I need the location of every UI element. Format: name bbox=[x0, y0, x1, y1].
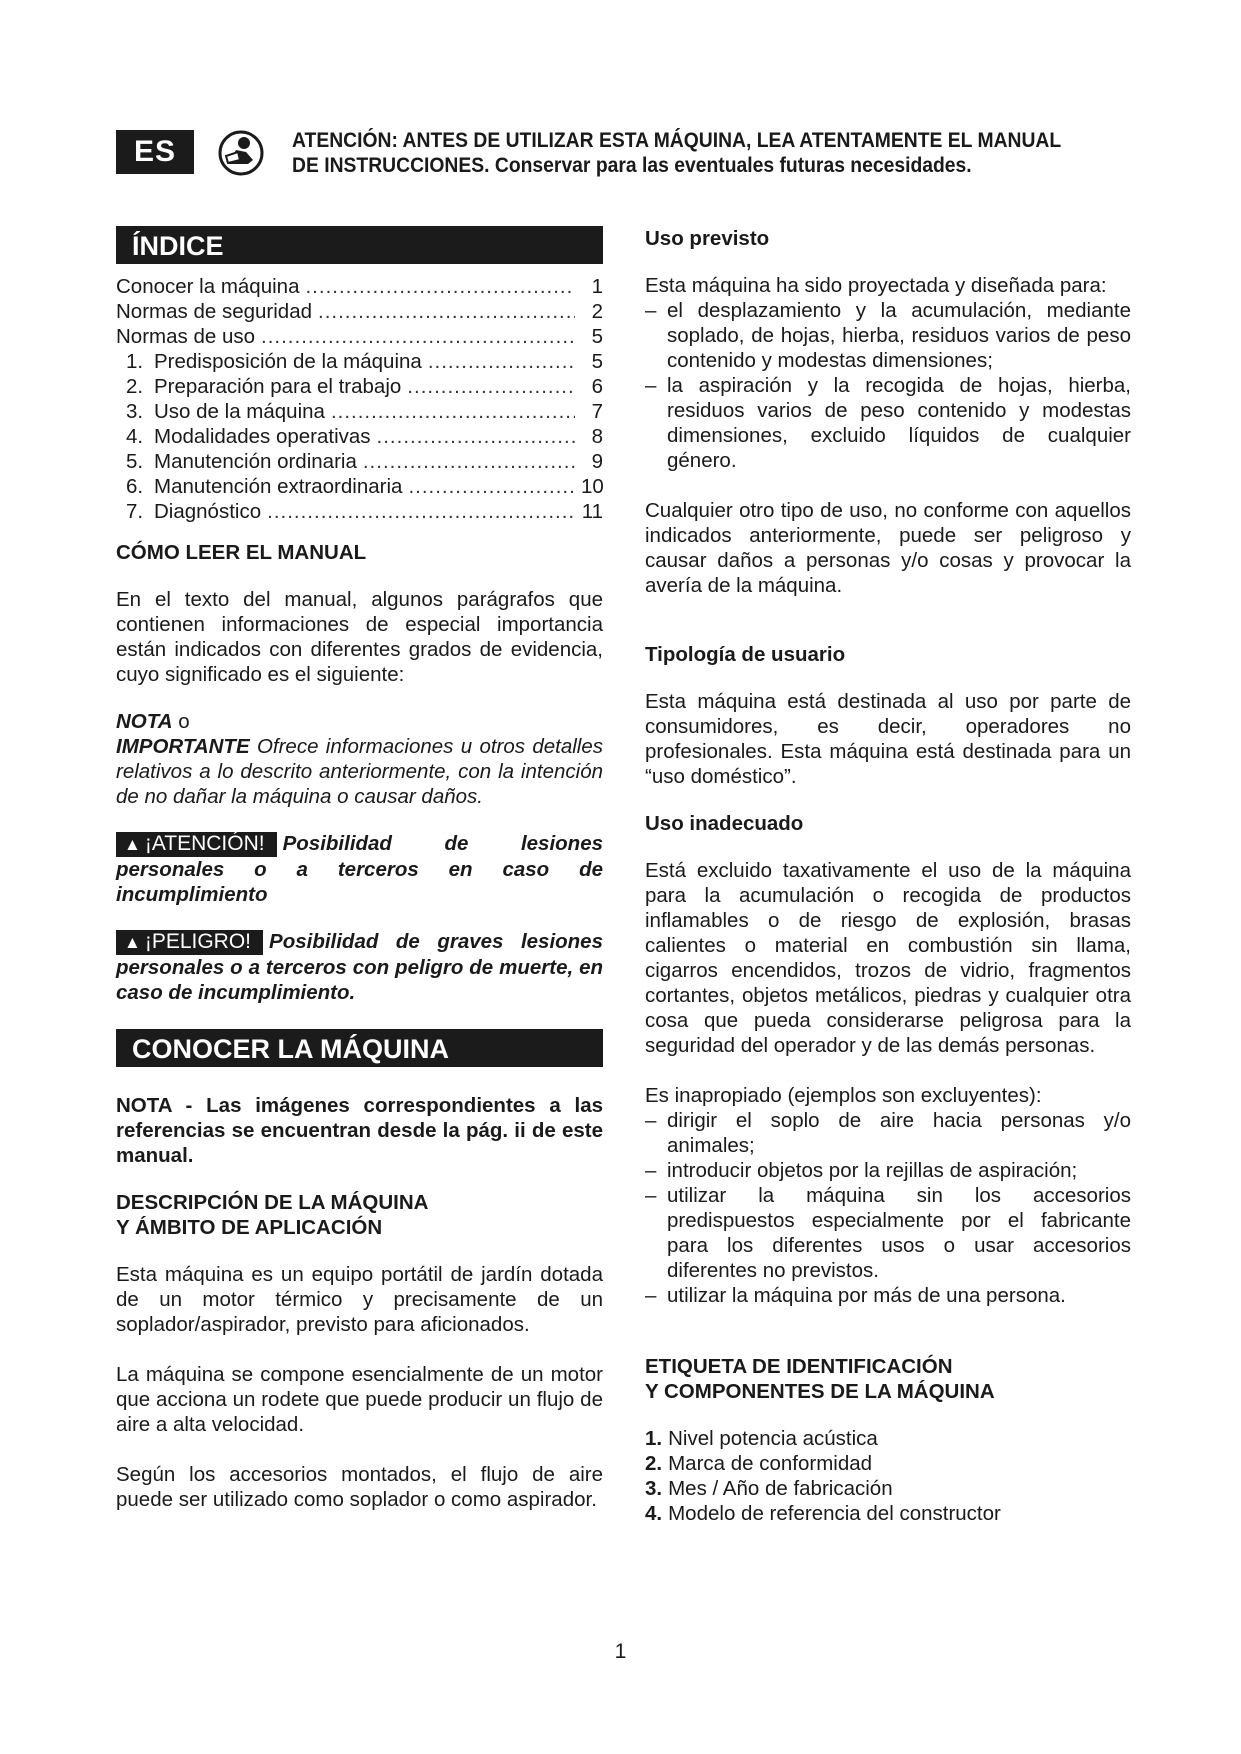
toc-page-number: 8 bbox=[591, 425, 603, 448]
list-item-number: 3. bbox=[645, 1477, 663, 1500]
toc-row bbox=[116, 449, 603, 474]
left-column bbox=[116, 226, 603, 1512]
toc-label: Normas de uso bbox=[116, 325, 256, 348]
toc-label: Diagnóstico bbox=[154, 500, 262, 523]
warning-triangle-icon: ▲ bbox=[124, 835, 141, 854]
tipologia-heading: Tipología de usuario bbox=[645, 643, 846, 666]
list-item bbox=[645, 1426, 1131, 1451]
toc-page-number: 11 bbox=[581, 500, 603, 523]
toc-number: 1. bbox=[126, 350, 144, 373]
how-to-read-intro: En el texto del manual, algunos parágrafos que contienen informaciones de especial importancia están indicados con diferentes grados de evidencia, cuyo significado es el siguiente: bbox=[116, 588, 603, 686]
toc-leader-dots bbox=[261, 324, 575, 349]
conocer-heading: CONOCER LA MÁQUINA bbox=[116, 1029, 603, 1067]
toc-number: 7. bbox=[126, 500, 144, 523]
list-item-label: Modelo de referencia del constructor bbox=[668, 1502, 1001, 1525]
uso-previsto-list bbox=[645, 298, 1131, 473]
toc-page-number: 1 bbox=[591, 275, 603, 298]
toc-leader-dots bbox=[305, 274, 575, 299]
nota-or: o bbox=[172, 710, 190, 733]
list-item: – utilizar la máquina por más de una persona. bbox=[645, 1283, 1131, 1308]
etiqueta-heading-line2: Y COMPONENTES DE LA MÁQUINA bbox=[645, 1380, 995, 1403]
list-item bbox=[645, 1451, 1131, 1476]
toc-label: Modalidades operativas bbox=[154, 425, 371, 448]
toc-row bbox=[116, 349, 603, 374]
toc-number: 5. bbox=[126, 450, 144, 473]
peligro-text: Posibilidad de graves lesiones personales o a terceros con peligro de muerte, en caso de incumplimiento. bbox=[116, 930, 603, 1004]
toc-leader-dots bbox=[408, 474, 575, 499]
list-item-label: Marca de conformidad bbox=[668, 1452, 873, 1475]
toc-label: Manutención extraordinaria bbox=[154, 475, 403, 498]
atencion-block bbox=[116, 831, 603, 907]
toc-label: Preparación para el trabajo bbox=[154, 375, 402, 398]
toc-row bbox=[116, 374, 603, 399]
list-item-label: Nivel potencia acústica bbox=[668, 1427, 878, 1450]
peligro-badge bbox=[116, 930, 263, 955]
description-para2: La máquina se compone esencialmente de un motor que acciona un rodete que puede producir un flujo de aire a alta velocidad. bbox=[116, 1363, 603, 1436]
toc-leader-dots bbox=[318, 299, 575, 324]
toc-leader-dots bbox=[407, 374, 575, 399]
description-para3: Según los accesorios montados, el flujo de aire puede ser utilizado como soplador o como aspirador. bbox=[116, 1463, 603, 1511]
inapropiado-intro: Es inapropiado (ejemplos son excluyentes): bbox=[645, 1084, 1042, 1107]
toc-page-number: 9 bbox=[591, 450, 603, 473]
toc-leader-dots bbox=[428, 349, 575, 374]
toc-label: Normas de seguridad bbox=[116, 300, 312, 323]
page-number: 1 bbox=[614, 1640, 627, 1663]
peligro-label: ¡PELIGRO! bbox=[144, 930, 252, 953]
list-item bbox=[645, 1476, 1131, 1501]
atencion-badge bbox=[116, 832, 277, 857]
description-para1: Esta máquina es un equipo portátil de jardín dotada de un motor térmico y precisamente de un soplador/aspirador, previsto para aficionados. bbox=[116, 1263, 603, 1336]
read-manual-icon bbox=[218, 130, 264, 176]
uso-inadecuado-heading: Uso inadecuado bbox=[645, 812, 804, 835]
list-item bbox=[645, 1501, 1131, 1526]
header-warning bbox=[292, 128, 1083, 178]
toc-number: 2. bbox=[126, 375, 144, 398]
toc-label: Conocer la máquina bbox=[116, 275, 300, 298]
nota-importante-block bbox=[116, 709, 603, 809]
list-item-number: 2. bbox=[645, 1452, 663, 1475]
list-item: – dirigir el soplo de aire hacia personas y/o animales; bbox=[645, 1108, 1131, 1158]
toc-row bbox=[116, 274, 603, 299]
importante-label: IMPORTANTE bbox=[116, 735, 250, 758]
list-item: – utilizar la máquina sin los accesorios predispuestos especialmente por el fabricante para los diferentes usos o usar accesorios diferentes no previstos. bbox=[645, 1183, 1131, 1283]
toc-leader-dots bbox=[331, 399, 575, 424]
toc-label: Uso de la máquina bbox=[154, 400, 325, 423]
toc-row bbox=[116, 474, 603, 499]
toc-label: Manutención ordinaria bbox=[154, 450, 357, 473]
right-column bbox=[645, 226, 1131, 1526]
inapropiado-list bbox=[645, 1108, 1131, 1308]
toc-page-number: 6 bbox=[591, 375, 603, 398]
conocer-nota: NOTA - Las imágenes correspondientes a las referencias se encuentran desde la pág. ii de este manual. bbox=[116, 1094, 603, 1167]
toc-row bbox=[116, 424, 603, 449]
toc-number: 6. bbox=[126, 475, 144, 498]
toc-number: 3. bbox=[126, 400, 144, 423]
toc-row bbox=[116, 399, 603, 424]
toc-number: 4. bbox=[126, 425, 144, 448]
toc-leader-dots bbox=[267, 499, 575, 524]
toc-row bbox=[116, 499, 603, 524]
etiqueta-heading bbox=[645, 1354, 1131, 1404]
header-warning-line1: ATENCIÓN: ANTES DE UTILIZAR ESTA MÁQUINA, LEA ATENTAMENTE EL MANUAL bbox=[292, 129, 1062, 152]
uso-inadecuado-text: Está excluido taxativamente el uso de la máquina para la acumulación o recogida de productos inflamables o de riesgo de explosión, brasas calientes o material en combustión sin llama, cigarros encendidos, trozos de vidrio, fragmentos cortantes, objetos metálicos, piedras y cualquier otra cosa que pueda considerarse peligrosa para la seguridad del operador y de las demás personas. bbox=[645, 859, 1131, 1057]
list-item: – la aspiración y la recogida de hojas, hierba, residuos varios de peso contenido y modestas dimensiones, excluido líquidos de cualquier género. bbox=[645, 373, 1131, 473]
etiqueta-list bbox=[645, 1426, 1131, 1526]
description-heading-line2: Y ÁMBITO DE APLICACIÓN bbox=[116, 1216, 383, 1239]
how-to-read-heading: CÓMO LEER EL MANUAL bbox=[116, 541, 367, 564]
toc-label: Predisposición de la máquina bbox=[154, 350, 422, 373]
toc-page-number: 2 bbox=[591, 300, 603, 323]
etiqueta-heading-line1: ETIQUETA DE IDENTIFICACIÓN bbox=[645, 1355, 953, 1378]
uso-previsto-heading: Uso previsto bbox=[645, 227, 770, 250]
toc-leader-dots bbox=[363, 449, 575, 474]
list-item-label: Mes / Año de fabricación bbox=[668, 1477, 893, 1500]
table-of-contents bbox=[116, 274, 603, 524]
tipologia-text: Esta máquina está destinada al uso por parte de consumidores, es decir, operadores no profesionales. Esta máquina está destinada para un “uso doméstico”. bbox=[645, 690, 1131, 788]
header-warning-line2: DE INSTRUCCIONES. Conservar para las eventuales futuras necesidades. bbox=[292, 154, 972, 177]
toc-row bbox=[116, 299, 603, 324]
list-item: – el desplazamiento y la acumulación, mediante soplado, de hojas, hierba, residuos varios de peso contenido y modestas dimensiones; bbox=[645, 298, 1131, 373]
index-heading: ÍNDICE bbox=[116, 226, 603, 264]
uso-previsto-intro: Esta máquina ha sido proyectada y diseñada para: bbox=[645, 274, 1107, 297]
list-item-number: 4. bbox=[645, 1502, 663, 1525]
atencion-label: ¡ATENCIÓN! bbox=[144, 832, 265, 855]
language-badge: ES bbox=[116, 130, 194, 174]
description-heading bbox=[116, 1190, 603, 1240]
toc-page-number: 5 bbox=[591, 325, 603, 348]
list-item: – introducir objetos por la rejillas de aspiración; bbox=[645, 1158, 1131, 1183]
list-item-number: 1. bbox=[645, 1427, 663, 1450]
toc-row bbox=[116, 324, 603, 349]
nota-label: NOTA bbox=[116, 710, 173, 733]
peligro-block bbox=[116, 929, 603, 1005]
toc-page-number: 10 bbox=[581, 475, 604, 498]
atencion-text: Posibilidad de lesiones personales o a terceros en caso de incumplimiento bbox=[116, 832, 603, 906]
toc-page-number: 7 bbox=[591, 400, 603, 423]
warning-triangle-icon: ▲ bbox=[124, 933, 141, 952]
importante-text: Ofrece informaciones u otros detalles relativos a lo descrito anteriormente, con la intención de no dañar la máquina o causar daños. bbox=[116, 735, 603, 808]
toc-page-number: 5 bbox=[591, 350, 603, 373]
toc-leader-dots bbox=[377, 424, 575, 449]
description-heading-line1: DESCRIPCIÓN DE LA MÁQUINA bbox=[116, 1191, 429, 1214]
uso-previsto-outro: Cualquier otro tipo de uso, no conforme con aquellos indicados anteriormente, puede ser peligroso y causar daños a personas y/o cosas y provocar la avería de la máquina. bbox=[645, 499, 1131, 597]
